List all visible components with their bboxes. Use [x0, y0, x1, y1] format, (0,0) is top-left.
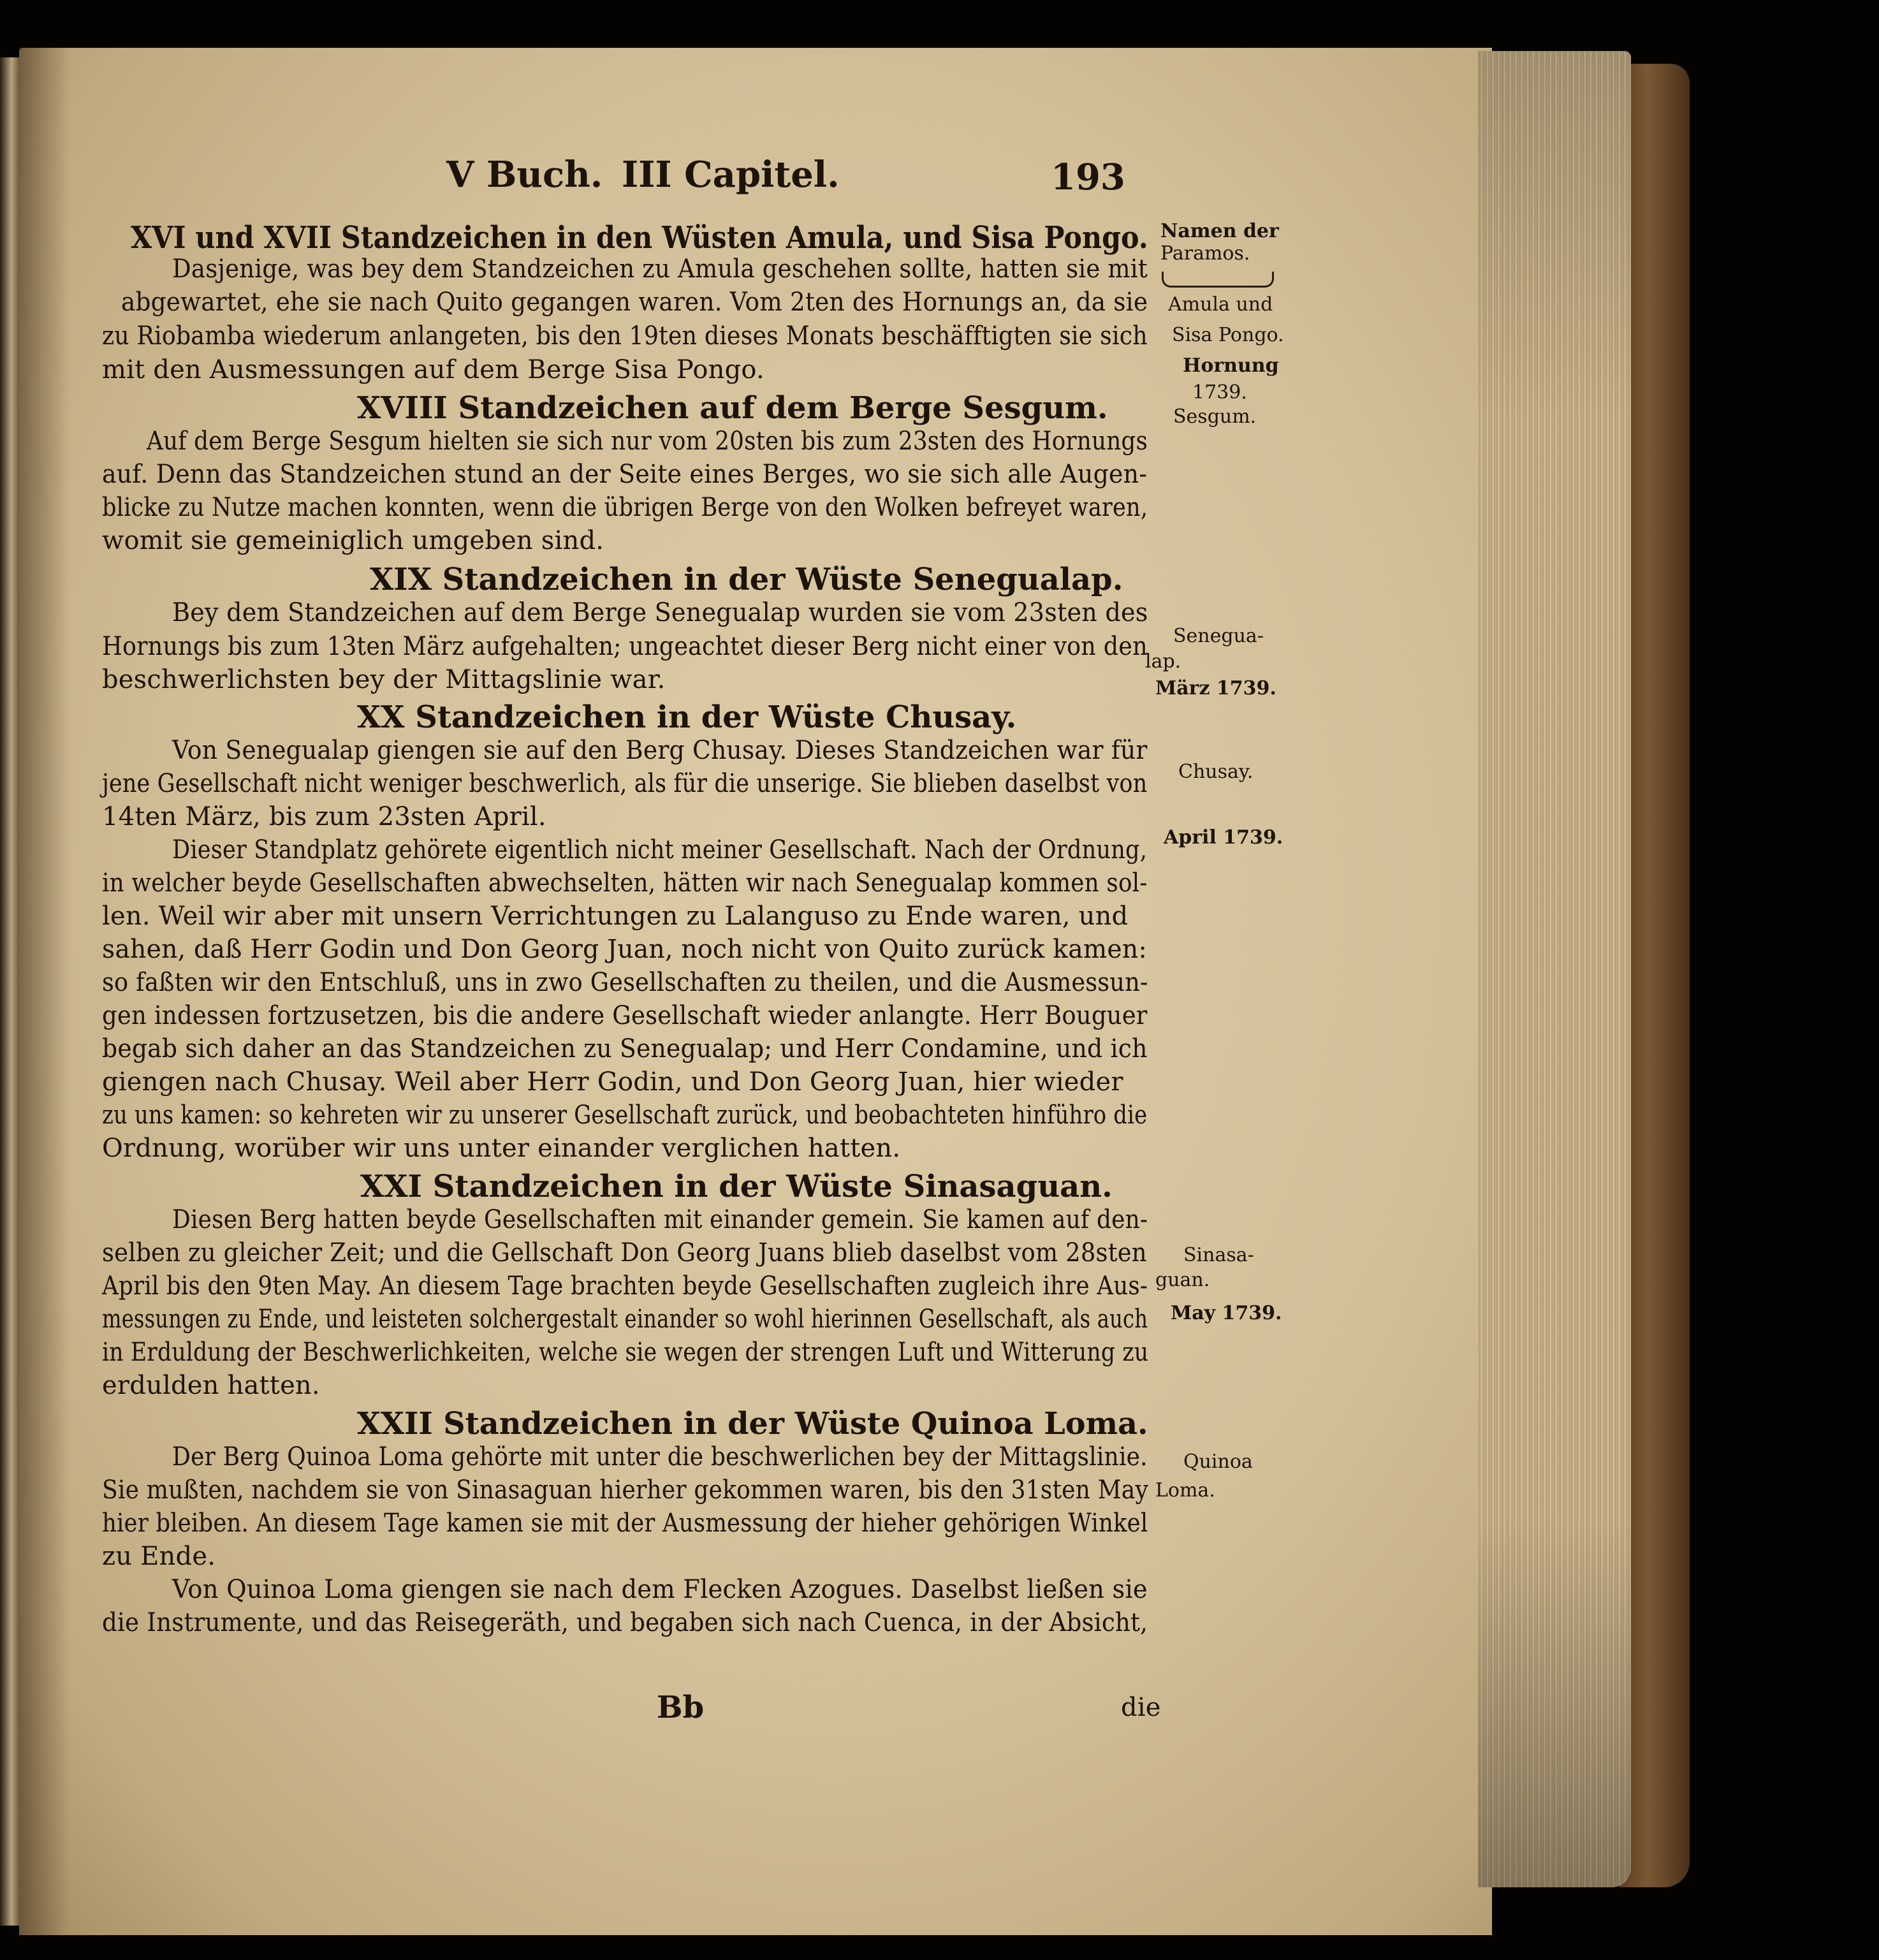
text-line: auf. Denn das Standzeichen stund an der Seite eines Berges, wo sie sich alle Augen-: [102, 460, 1148, 489]
text-line: Von Senegualap giengen sie auf den Berg Chusay. Dieses Standzeichen war für: [172, 736, 1148, 765]
text-line: Hornungs bis zum 13ten März aufgehalten; ungeachtet dieser Berg nicht einer von den: [102, 632, 1148, 661]
text-line: len. Weil wir aber mit unsern Verrichtungen zu Lalanguso zu Ende waren, und: [102, 902, 1129, 931]
text-line: jene Gesellschaft nicht weniger beschwerlich, als für die unserige. Sie blieben daselbst von: [102, 769, 1148, 798]
marginal-note: Paramos.: [1160, 242, 1250, 265]
text-line: womit sie gemeiniglich umgeben sind.: [102, 526, 604, 555]
text-line: 14ten März, bis zum 23sten April.: [102, 802, 546, 831]
text-line: in welcher beyde Gesellschaften abwechselten, hätten wir nach Senegualap kommen sol-: [102, 868, 1148, 898]
marginal-note: Hornung: [1183, 355, 1279, 377]
marginal-note: Sisa Pongo.: [1172, 324, 1284, 346]
page-number: 193: [1051, 156, 1125, 198]
section-heading: XVIII Standzeichen auf dem Berge Sesgum.: [357, 390, 1108, 426]
text-line: Dasjenige, was bey dem Standzeichen zu Amula geschehen sollte, hatten sie mit: [172, 254, 1148, 284]
catchword: die: [1121, 1693, 1161, 1722]
marginal-note: lap.: [1145, 650, 1181, 673]
text-line: so faßten wir den Entschluß, uns in zwo Gesellschaften zu theilen, und die Ausmessun-: [102, 968, 1148, 997]
text-line: Ordnung, worüber wir uns unter einander verglichen hatten.: [102, 1134, 901, 1163]
text-line: begab sich daher an das Standzeichen zu Senegualap; und Herr Condamine, und ich: [102, 1034, 1148, 1064]
marginal-note: Senegua-: [1173, 625, 1264, 647]
text-line: erdulden hatten.: [102, 1371, 320, 1400]
signature-mark: Bb: [657, 1690, 705, 1725]
text-line: zu Ende.: [102, 1542, 216, 1571]
text-line: Bey dem Standzeichen auf dem Berge Senegualap wurden sie vom 23sten des: [172, 598, 1148, 627]
marginal-note: April 1739.: [1164, 826, 1283, 849]
text-line: Diesen Berg hatten beyde Gesellschaften mit einander gemein. Sie kamen auf den-: [172, 1205, 1148, 1234]
text-line: gen indessen fortzusetzen, bis die andere Gesellschaft wieder anlangte. Herr Bouguer: [102, 1001, 1148, 1030]
marginal-note: guan.: [1155, 1269, 1210, 1291]
marginal-note: Quinoa: [1183, 1451, 1253, 1473]
text-line: Von Quinoa Loma giengen sie nach dem Flecken Azogues. Daselbst ließen sie: [172, 1575, 1148, 1604]
section-heading: XX Standzeichen in der Wüste Chusay.: [357, 699, 1017, 735]
text-line: selben zu gleicher Zeit; und die Gellschaft Don Georg Juans blieb daselbst vom 28sten: [102, 1238, 1147, 1268]
text-line: Sie mußten, nachdem sie von Sinasaguan hierher gekommen waren, bis den 31sten May: [102, 1475, 1149, 1505]
text-line: mit den Ausmessungen auf dem Berge Sisa Pongo.: [102, 355, 764, 384]
text-line: in Erduldung der Beschwerlichkeiten, welche sie wegen der strengen Luft und Witterung zu: [102, 1338, 1149, 1367]
marginal-brace: [1162, 272, 1274, 288]
running-head-book: V Buch.: [446, 154, 603, 196]
section-heading: XVI und XVII Standzeichen in den Wüsten Amula, und Sisa Pongo.: [131, 220, 1148, 256]
marginal-note: Sinasa-: [1183, 1244, 1254, 1266]
text-line: hier bleiben. An diesem Tage kamen sie mit der Ausmessung der hieher gehörigen Winkel: [102, 1509, 1148, 1538]
text-line: abgewartet, ehe sie nach Quito gegangen waren. Vom 2ten des Hornungs an, da sie: [121, 288, 1148, 317]
text-line: beschwerlichsten bey der Mittagslinie war.: [102, 665, 666, 694]
text-line: Dieser Standplatz gehörete eigentlich nicht meiner Gesellschaft. Nach der Ordnung,: [172, 835, 1148, 865]
section-heading: XIX Standzeichen in der Wüste Senegualap.: [370, 562, 1123, 597]
text-line: April bis den 9ten May. An diesem Tage brachten beyde Gesellschaften zugleich ihre Aus-: [102, 1271, 1148, 1301]
text-line: giengen nach Chusay. Weil aber Herr Godin, und Don Georg Juan, hier wieder: [102, 1067, 1123, 1097]
marginal-note: 1739.: [1192, 381, 1247, 404]
marginal-note: May 1739.: [1171, 1302, 1282, 1324]
text-line: Auf dem Berge Sesgum hielten sie sich nur vom 20sten bis zum 23sten des Hornungs: [147, 427, 1148, 456]
text-line: blicke zu Nutze machen konnten, wenn die übrigen Berge von den Wolken befreyet waren,: [102, 493, 1148, 522]
marginal-note: Chusay.: [1178, 761, 1254, 783]
marginal-note: Namen der: [1160, 220, 1279, 242]
text-line: zu Riobamba wiederum anlangeten, bis den 19ten dieses Monats beschäfftigten sie sich: [102, 321, 1148, 351]
text-line: die Instrumente, und das Reisegeräth, und begaben sich nach Cuenca, in der Absicht,: [102, 1608, 1148, 1637]
running-head-chapter: III Capitel.: [622, 154, 840, 196]
text-line: Der Berg Quinoa Loma gehörte mit unter die beschwerlichen bey der Mittagslinie.: [172, 1442, 1148, 1472]
marginal-note: Loma.: [1155, 1479, 1215, 1502]
text-line: messungen zu Ende, und leisteten solchergestalt einander so wohl hierinnen Gesellschaft, als auch: [102, 1305, 1148, 1334]
section-heading: XXII Standzeichen in der Wüste Quinoa Loma.: [357, 1406, 1148, 1442]
marginal-note: Sesgum.: [1173, 406, 1257, 428]
marginal-note: März 1739.: [1155, 677, 1276, 699]
text-line: sahen, daß Herr Godin und Don Georg Juan, noch nicht von Quito zurück kamen:: [102, 935, 1147, 964]
marginal-note: Amula und: [1168, 293, 1273, 316]
section-heading: XXI Standzeichen in der Wüste Sinasaguan.: [360, 1169, 1113, 1204]
text-line: zu uns kamen: so kehreten wir zu unserer Gesellschaft zurück, und beobachteten hinführo die: [102, 1101, 1148, 1130]
